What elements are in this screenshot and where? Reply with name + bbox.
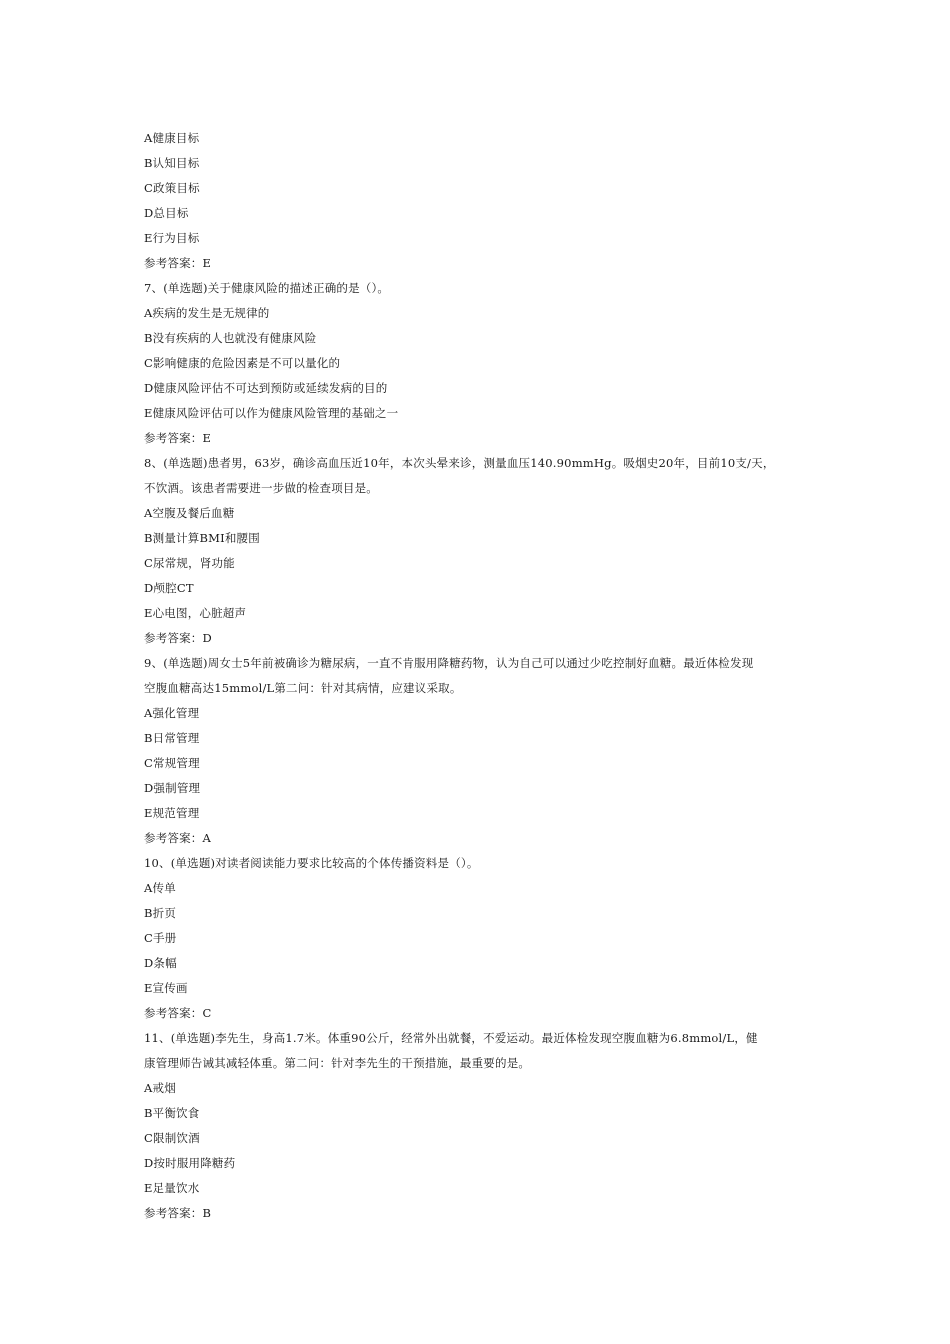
question-8: [144, 451, 816, 651]
question-10: [144, 851, 816, 1026]
option-a: A强化管理: [144, 706, 200, 720]
option-d: D健康风险评估不可达到预防或延续发病的目的: [144, 381, 388, 395]
option-c: C手册: [144, 931, 177, 945]
option-b: B没有疾病的人也就没有健康风险: [144, 331, 317, 345]
option-b: B认知目标: [144, 156, 200, 170]
option-e: E足量饮水: [144, 1181, 200, 1195]
question-stem: 8、(单选题)患者男，63岁，确诊高血压近10年，本次头晕来诊，测量血压140.90mmHg。吸烟史20年，目前10支/天，: [144, 456, 775, 470]
option-b: B折页: [144, 906, 177, 920]
option-c: C政策目标: [144, 181, 200, 195]
answer-line: 参考答案：C: [144, 1006, 212, 1020]
answer-line: 参考答案：E: [144, 431, 212, 445]
question-stem: 10、(单选题)对读者阅读能力要求比较高的个体传播资料是（）。: [144, 856, 479, 870]
option-c: C限制饮酒: [144, 1131, 200, 1145]
option-e: E行为目标: [144, 231, 200, 245]
question-stem: 9、(单选题)周女士5年前被确诊为糖尿病，一直不肯服用降糖药物，认为自己可以通过少吃控制好血糖。最近体检发现: [144, 656, 754, 670]
answer-line: 参考答案：A: [144, 831, 212, 845]
question-stem-continued: 康管理师告诫其减轻体重。第二问：针对李先生的干预措施，最重要的是。: [144, 1056, 531, 1070]
question-stem-continued: 不饮酒。该患者需要进一步做的检查项目是。: [144, 481, 378, 495]
option-e: E心电图，心脏超声: [144, 606, 247, 620]
option-a: A戒烟: [144, 1081, 176, 1095]
option-a: A健康目标: [144, 131, 200, 145]
option-c: C常规管理: [144, 756, 200, 770]
question-7: [144, 276, 816, 451]
option-c: C影响健康的危险因素是不可以量化的: [144, 356, 341, 370]
question-stem-continued: 空腹血糖高达15mmol/L第二问：针对其病情，应建议采取。: [144, 681, 462, 695]
answer-line: 参考答案：D: [144, 631, 212, 645]
option-b: B测量计算BMI和腰围: [144, 531, 260, 545]
question-stem: 7、(单选题)关于健康风险的描述正确的是（）。: [144, 281, 390, 295]
answer-line: 参考答案：B: [144, 1206, 212, 1220]
option-d: D颅腔CT: [144, 581, 194, 595]
option-d: D条幅: [144, 956, 177, 970]
option-c: C尿常规，肾功能: [144, 556, 235, 570]
option-e: E宣传画: [144, 981, 188, 995]
option-d: D按时服用降糖药: [144, 1156, 236, 1170]
option-d: D总目标: [144, 206, 189, 220]
lead-block: [144, 126, 816, 276]
option-e: E规范管理: [144, 806, 200, 820]
option-a: A疾病的发生是无规律的: [144, 306, 270, 320]
document-page: [144, 126, 816, 1226]
option-a: A空腹及餐后血糖: [144, 506, 235, 520]
question-11: [144, 1026, 816, 1226]
question-9: [144, 651, 816, 851]
option-b: B平衡饮食: [144, 1106, 200, 1120]
option-a: A传单: [144, 881, 176, 895]
option-d: D强制管理: [144, 781, 201, 795]
option-e: E健康风险评估可以作为健康风险管理的基础之一: [144, 406, 399, 420]
answer-line: 参考答案：E: [144, 256, 212, 270]
question-stem: 11、(单选题)李先生，身高1.7米。体重90公斤，经常外出就餐，不爱运动。最近体检发现空腹血糖为6.8mmol/L，健: [144, 1031, 758, 1045]
option-b: B日常管理: [144, 731, 200, 745]
